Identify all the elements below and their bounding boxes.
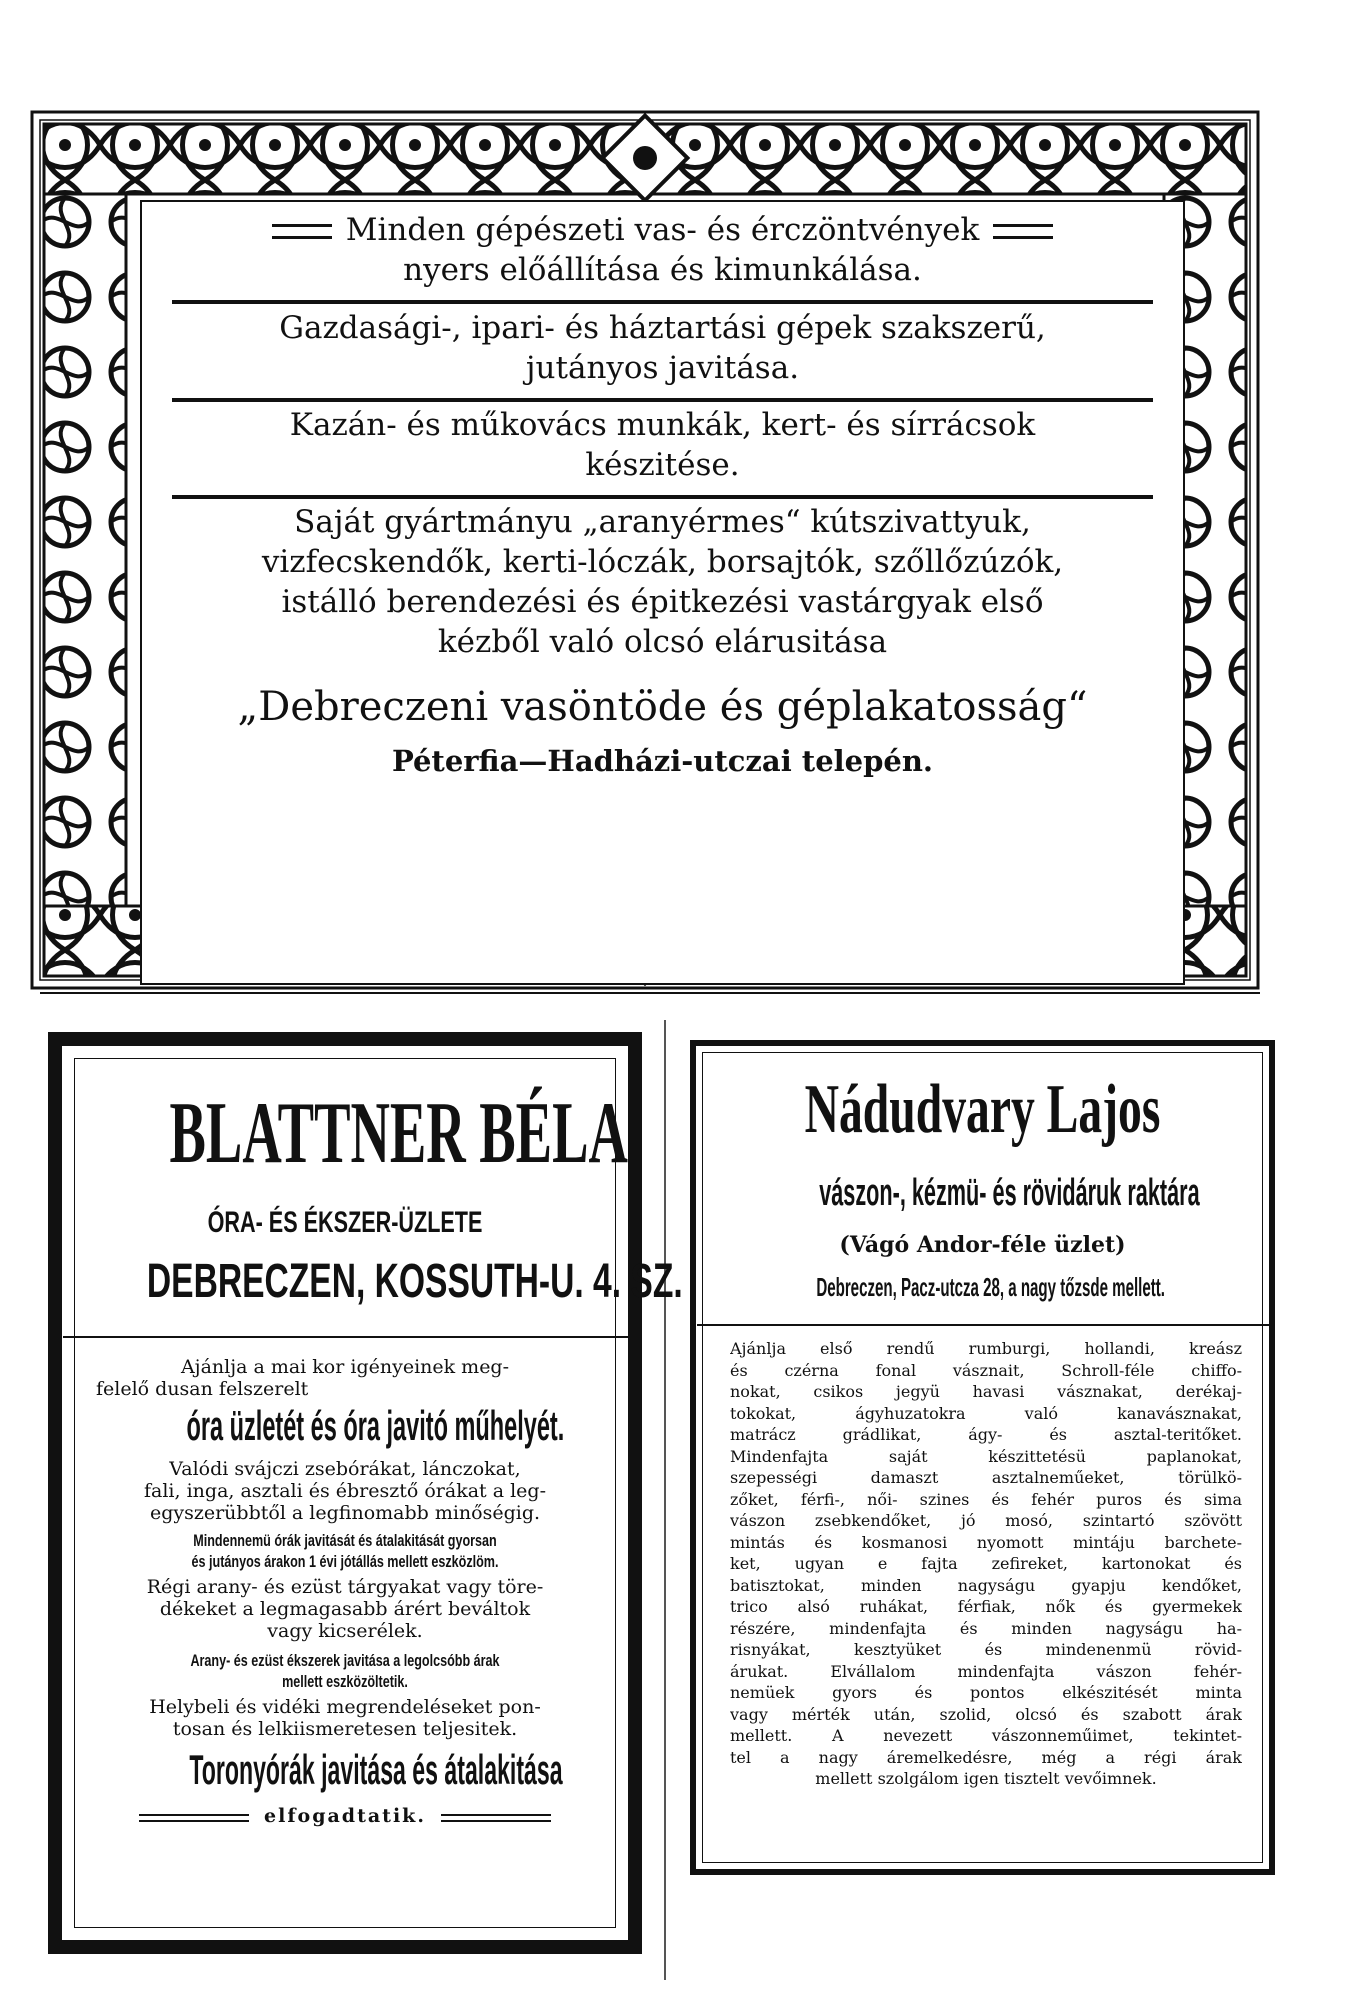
text-line: fali, inga, asztali és ébresztő órákat a leg-: [144, 1480, 546, 1502]
shop-name: Nádudvary Lajos: [804, 1071, 1161, 1148]
description-line: mellett szolgálom igen tisztelt vevőimnek.: [815, 1769, 1157, 1788]
column-rule: [664, 1020, 666, 1980]
text-line: felelő dusan felszerelt: [96, 1378, 309, 1400]
description-line: vászon zsebkendőket, jó mosó, szintartó szövött: [730, 1511, 1242, 1530]
description-line: részére, mindenfajta és minden nagyságu ha-: [730, 1618, 1242, 1638]
products-line-4: kézből való olcsó elárusitása: [437, 624, 888, 660]
description-line: nokat, csikos jegyü havasi vásznakat, derékaj-: [730, 1382, 1242, 1401]
shop-subtitle-wrap: [62, 1206, 628, 1240]
repairs-paragraph: [62, 1530, 628, 1572]
description-line: zőket, férfi-, női- szines és fehér puros és sima: [730, 1489, 1242, 1509]
text-line: tosan és lelkiismeretesen teljesitek.: [172, 1718, 518, 1740]
blattner-advertisement: [48, 1032, 683, 1954]
description-line: nemüek gyors és pontos elkészitését minta: [730, 1683, 1242, 1702]
description-line: árukat. Elvállalom mindenfajta vászon fehér-: [730, 1661, 1242, 1681]
description-line: mellett. A nevezett vászonneműimet, tekintet-: [730, 1726, 1242, 1745]
shop-name-wrap: [696, 1070, 1269, 1150]
footer-small: elfogadtatik.: [264, 1805, 426, 1827]
watches-paragraph: [62, 1458, 628, 1524]
rule: [697, 1324, 1270, 1326]
headline-wrap: [62, 1402, 628, 1450]
smith-line-2: készitése.: [585, 447, 740, 483]
shop-subtitle: ÓRA- ÉS ÉKSZER-ÜZLETE: [207, 1206, 483, 1239]
firm-address: Péterfia—Hadházi-utczai telepén.: [391, 744, 934, 778]
shop-address-wrap: [62, 1254, 683, 1309]
page-rule: [40, 992, 1260, 994]
products-line-1: Saját gyártmányu „aranyérmes“ kútszivattyuk,: [294, 504, 1031, 540]
rule: [172, 300, 1153, 304]
tower-clock-headline: Toronyórák javitása és átalakitása: [189, 1746, 563, 1793]
shop-address: DEBRECZEN, KOSSUTH-U. 4. SZ.: [146, 1255, 683, 1308]
text-line: Valódi svájczi zsebórákat, lánczokat,: [169, 1458, 521, 1480]
rule: [172, 398, 1153, 402]
firm-name: „Debreczeni vasöntöde és géplakatosság“: [237, 684, 1088, 730]
description-line: és czérna fonal vásznait, Schroll-féle chiffo-: [730, 1360, 1242, 1380]
text-line: egyszerübbtől a legfinomabb minőségig.: [149, 1502, 541, 1524]
description-line: Ajánlja első rendű rumburgi, hollandi, kreász: [730, 1339, 1242, 1358]
description-line: szepességi damaszt asztalneműeket, törülkö-: [730, 1468, 1242, 1487]
rule: [63, 1336, 629, 1338]
services-line-1: Minden gépészeti vas- és érczöntvények: [345, 212, 980, 248]
shop-name: BLATTNER BÉLA: [169, 1085, 628, 1182]
products-line-2: vizfecskendők, kerti-lóczák, borsajtók, szőllőzúzók,: [261, 544, 1064, 580]
shop-headline: óra üzletét és óra javitó műhelyét.: [186, 1402, 565, 1449]
description-line: tel a nagy áremelkedésre, még a régi árak: [730, 1747, 1242, 1767]
nadudvary-advertisement: [690, 1040, 1275, 1875]
text-line: Ajánlja a mai kor igényeinek meg-: [180, 1356, 510, 1378]
rule: [139, 1814, 249, 1822]
repair-line-2: jutányos javitása.: [525, 350, 800, 386]
description-line: risnyákat, kesztyüket és mindenenmü rövid-: [730, 1640, 1242, 1659]
shop-name-wrap: [62, 1086, 628, 1182]
text-line: és jutányos árakon 1 évi jótállás mellett eszközlöm.: [191, 1552, 499, 1571]
footer-small-wrap: [62, 1806, 628, 1826]
text-line: Mindennemü órák javitását és átalakitását gyorsan: [193, 1531, 497, 1550]
services-line-2: nyers előállítása és kimunkálása.: [403, 252, 922, 288]
top-ad-text-panel: [140, 200, 1185, 985]
smith-line-1: Kazán- és műkovács munkák, kert- és sírrácsok: [289, 407, 1036, 443]
gold-paragraph: [62, 1576, 628, 1642]
description-line: Mindenfajta saját készittetésü paplanokat,: [730, 1446, 1242, 1466]
description-line: vagy mérték után, szolid, olcsó és szabott árak: [730, 1704, 1242, 1724]
rule: [172, 495, 1153, 499]
description-line: matrácz grádlikat, ágy- és asztal-teritőket.: [730, 1425, 1242, 1444]
description-line: tokokat, ágyhuzatokra való kanavásznakat,: [730, 1403, 1242, 1423]
top-advertisement: [30, 110, 1260, 990]
jewelry-paragraph: [62, 1650, 628, 1692]
shop-address-wrap: [696, 1272, 1269, 1303]
shop-description: [730, 1338, 1242, 1790]
description-line: trico alsó ruhákat, férfiak, nők és gyermekek: [730, 1597, 1242, 1616]
repair-line-1: Gazdasági-, ipari- és háztartási gépek szakszerű,: [279, 310, 1046, 346]
shop-address: Debreczen, Pacz-utcza 28, a nagy tőzsde mellett.: [816, 1272, 1165, 1302]
text-line: dékeket a legmagasabb árért beváltok: [159, 1598, 531, 1620]
shop-subtitle-wrap: [696, 1172, 1269, 1215]
intro-paragraph: [62, 1356, 628, 1400]
description-line: ket, ugyan e fajta zefireket, kartonokat és: [730, 1554, 1242, 1573]
description-line: batisztokat, minden nagyságu gyapju kendőket,: [730, 1575, 1242, 1595]
text-line: vagy kicserélek.: [267, 1620, 423, 1642]
orders-paragraph: [62, 1696, 628, 1740]
products-line-3: istálló berendezési és épitkezési vastárgyak első: [281, 584, 1044, 620]
text-line: Helybeli és vidéki megrendeléseket pon-: [149, 1696, 541, 1718]
shop-subtitle: vászon-, kézmü- és rövidáruk raktára: [819, 1172, 1200, 1214]
description-line: mintás és kosmanosi nyomott mintáju barchete-: [730, 1532, 1242, 1552]
intro-line: [142, 212, 1183, 248]
text-line: mellett eszközöltetik.: [282, 1672, 408, 1691]
shop-note: (Vágó Andor-féle üzlet): [839, 1232, 1126, 1258]
text-line: Régi arany- és ezüst tárgyakat vagy töre-: [146, 1576, 544, 1598]
rule: [441, 1814, 551, 1822]
footer-big-wrap: [62, 1746, 628, 1794]
text-line: Arany- és ezüst ékszerek javitása a legolcsóbb árak: [190, 1651, 500, 1670]
